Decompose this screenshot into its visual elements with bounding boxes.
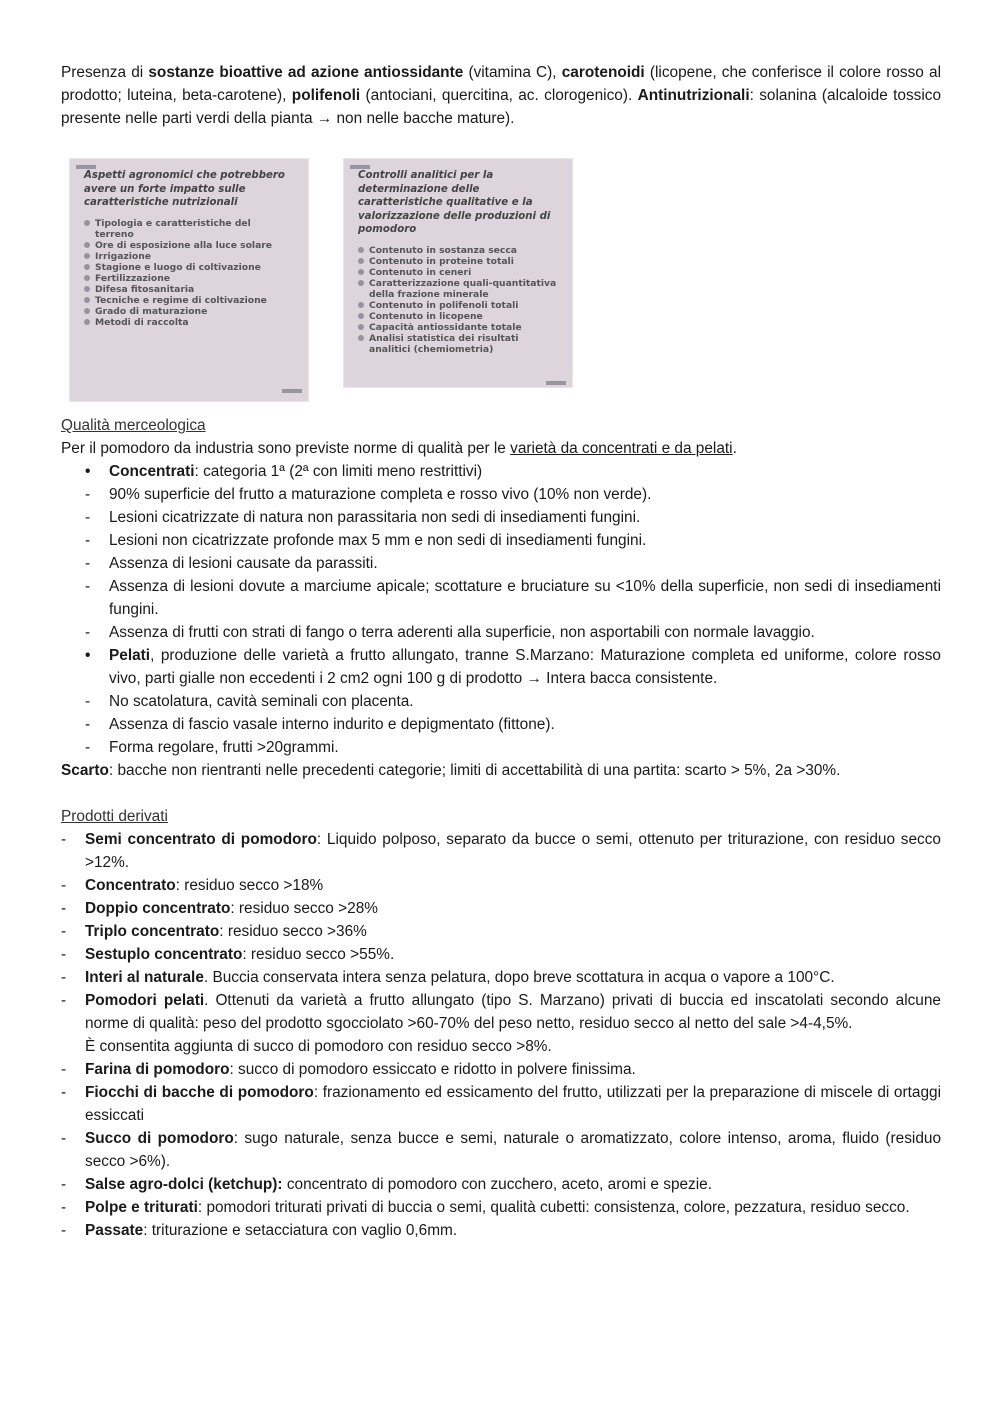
intro-text: (antociani, quercitina, ac. clorogenico).	[360, 87, 638, 104]
intro-text: : solanina (alcaloide tossico presente nelle parti verdi della pianta → non nelle bacche mature).	[61, 87, 942, 127]
product-text: : pomodori triturati privati di buccia o semi, qualità cubetti: consistenza, colore, pezzatura, residuo secco.	[197, 1199, 910, 1216]
figure-list-item: Contenuto in licopene	[358, 311, 558, 322]
product-label: Concentrato	[85, 877, 176, 894]
quality-bullets	[61, 460, 941, 483]
figure-list-item: Caratterizzazione quali-quantitativa della frazione minerale	[358, 278, 558, 300]
product-text: : frazionamento ed essicamento del frutto, utilizzati per la preparazione di miscele di ortaggi essiccati	[85, 1084, 941, 1124]
bullet-pelati	[61, 644, 941, 690]
intro-bold: carotenoidi	[561, 64, 645, 81]
intro-bold: polifenoli	[291, 87, 361, 104]
figure-decoration	[282, 389, 302, 393]
product-label: Polpe e triturati	[85, 1199, 198, 1216]
list-item: - Forma regolare, frutti >20grammi.	[61, 736, 941, 759]
product-label: Interi al naturale	[85, 969, 204, 986]
bullet-concentrati	[61, 460, 941, 483]
product-text: : succo di pomodoro essiccato e ridotto in polvere finissima.	[229, 1061, 636, 1078]
intro-paragraph	[61, 61, 941, 130]
product-item	[61, 943, 941, 966]
product-text: : residuo secco >28%	[230, 900, 378, 917]
intro-bold: Antinutrizionali	[637, 87, 750, 104]
product-text: . Buccia conservata intera senza pelatura, dopo breve scottatura in acqua o vapore a 100°C.	[203, 969, 835, 986]
figure-list-item: Fertilizzazione	[84, 273, 290, 284]
lead-text: .	[732, 440, 737, 457]
product-label: Salse agro-dolci (ketchup):	[85, 1176, 283, 1193]
product-label: Farina di pomodoro	[85, 1061, 230, 1078]
product-item	[61, 828, 941, 874]
product-text: : residuo secco >36%	[219, 923, 367, 940]
product-label: Fiocchi di bacche di pomodoro	[85, 1084, 314, 1101]
product-item	[61, 989, 941, 1058]
section-heading: Qualità merceologica	[61, 417, 206, 434]
list-item: - Assenza di fascio vasale interno indurito e depigmentato (fittone).	[61, 713, 941, 736]
lead-underlined: varietà da concentrati e da pelati	[510, 440, 733, 457]
product-label: Succo di pomodoro	[85, 1130, 234, 1147]
scarto-label: Scarto	[61, 762, 109, 779]
products-list	[61, 828, 941, 1242]
product-item	[61, 966, 941, 989]
figure-list	[358, 245, 558, 355]
figure-title: Controlli analitici per la determinazione delle caratteristiche qualitative e la valorizzazione delle produzioni di pomodoro	[358, 170, 551, 235]
product-extra: È consentita aggiunta di succo di pomodoro con residuo secco >8%.	[85, 1038, 552, 1055]
product-item	[61, 897, 941, 920]
document-page	[61, 61, 941, 1242]
lead-text: Per il pomodoro da industria sono previste norme di qualità per le	[61, 440, 511, 457]
scarto-text: : bacche non rientranti nelle precedenti categorie; limiti di accettabilità di una partita: scarto > 5%, 2a >30%.	[108, 762, 841, 779]
product-label: Sestuplo concentrato	[85, 946, 243, 963]
product-label: Triplo concentrato	[85, 923, 220, 940]
product-text: concentrato di pomodoro con zucchero, aceto, aromi e spezie.	[282, 1176, 713, 1193]
figure-list	[84, 218, 290, 328]
product-item	[61, 874, 941, 897]
section-lead	[61, 437, 941, 460]
product-item	[61, 920, 941, 943]
product-text: : residuo secco >55%.	[242, 946, 395, 963]
concentrati-list	[61, 483, 941, 644]
figure-list-item: Capacità antiossidante totale	[358, 322, 558, 333]
product-item	[61, 1196, 941, 1219]
product-text: : triturazione e setacciatura con vaglio 0,6mm.	[143, 1222, 458, 1239]
figure-title: Aspetti agronomici che potrebbero avere un forte impatto sulle caratteristiche nutrizionali	[84, 170, 285, 208]
list-item: - Assenza di lesioni dovute a marciume apicale; scottature e bruciature su <10% della superficie, non sedi di insediamenti fungini.	[61, 575, 941, 621]
bullet-text: , produzione delle varietà a frutto allungato, tranne S.Marzano: Maturazione completa ed uniforme, colore rosso vivo, parti gialle non eccedenti i 2 cm2 ogni 100 g di prodotto → Intera bacca consistente.	[109, 647, 941, 687]
figure-list-item: Contenuto in proteine totali	[358, 256, 558, 267]
figure-list-item: Contenuto in ceneri	[358, 267, 558, 278]
bullet-label: Concentrati	[109, 463, 195, 480]
figure-agronomic-aspects	[69, 158, 309, 402]
figure-list-item: Tipologia e caratteristiche del terreno	[84, 218, 290, 240]
list-item: - Lesioni cicatrizzate di natura non parassitaria non sedi di insediamenti fungini.	[61, 506, 941, 529]
product-text: : residuo secco >18%	[175, 877, 324, 894]
bullet-text: : categoria 1ª (2ª con limiti meno restrittivi)	[194, 463, 483, 480]
list-item: - Assenza di frutti con strati di fango o terra aderenti alla superficie, non asportabili con normale lavaggio.	[61, 621, 941, 644]
product-item	[61, 1219, 941, 1242]
bullet-label: Pelati	[109, 647, 151, 664]
figure-list-item: Tecniche e regime di coltivazione	[84, 295, 290, 306]
product-label: Doppio concentrato	[85, 900, 231, 917]
product-text: : sugo naturale, senza bucce e semi, naturale o aromatizzato, colore intenso, aroma, fluido (residuo secco >6%).	[85, 1130, 942, 1170]
figure-list-item: Contenuto in sostanza secca	[358, 245, 558, 256]
intro-text: Presenza di	[61, 64, 149, 81]
figure-list-item: Analisi statistica dei risultati analitici (chemiometria)	[358, 333, 558, 355]
pelati-list	[61, 690, 941, 759]
list-item: - 90% superficie del frutto a maturazione completa e rosso vivo (10% non verde).	[61, 483, 941, 506]
product-label: Semi concentrato di pomodoro	[85, 831, 317, 848]
figure-list-item: Stagione e luogo di coltivazione	[84, 262, 290, 273]
product-item	[61, 1127, 941, 1173]
intro-text: (licopene, che conferisce il colore rosso al prodotto; luteina, beta-carotene),	[61, 64, 941, 104]
section-heading: Prodotti derivati	[61, 808, 168, 825]
figure-analytical-controls	[343, 158, 573, 388]
figure-list-item: Difesa fitosanitaria	[84, 284, 290, 295]
figure-list-item: Ore di esposizione alla luce solare	[84, 240, 290, 251]
product-text: . Ottenuti da varietà a frutto allungato (tipo S. Marzano) privati di buccia ed inscatolati secondo alcune norme di qualità: peso del prodotto sgocciolato >60-70% del peso netto, residuo secco al netto del sale >4-4,5%.	[85, 992, 941, 1032]
list-item: - Lesioni non cicatrizzate profonde max 5 mm e non sedi di insediamenti fungini.	[61, 529, 941, 552]
intro-text: (vitamina C),	[463, 64, 562, 81]
product-item	[61, 1081, 941, 1127]
list-item: - No scatolatura, cavità seminali con placenta.	[61, 690, 941, 713]
figures-row	[61, 130, 941, 414]
quality-bullets	[61, 644, 941, 690]
figure-list-item: Metodi di raccolta	[84, 317, 290, 328]
figure-decoration	[546, 381, 566, 385]
list-item: - Assenza di lesioni causate da parassiti.	[61, 552, 941, 575]
product-label: Passate	[85, 1222, 144, 1239]
product-item	[61, 1173, 941, 1196]
product-item	[61, 1058, 941, 1081]
section-prodotti	[61, 805, 941, 1242]
figure-list-item: Contenuto in polifenoli totali	[358, 300, 558, 311]
figure-list-item: Irrigazione	[84, 251, 290, 262]
section-qualita	[61, 414, 941, 782]
product-label: Pomodori pelati	[85, 992, 205, 1009]
product-text: : Liquido polposo, separato da bucce o semi, ottenuto per triturazione, con residuo secco >12%.	[85, 831, 941, 871]
intro-bold: sostanze bioattive ad azione antiossidante	[148, 64, 464, 81]
scarto-line	[61, 759, 941, 782]
figure-list-item: Grado di maturazione	[84, 306, 290, 317]
